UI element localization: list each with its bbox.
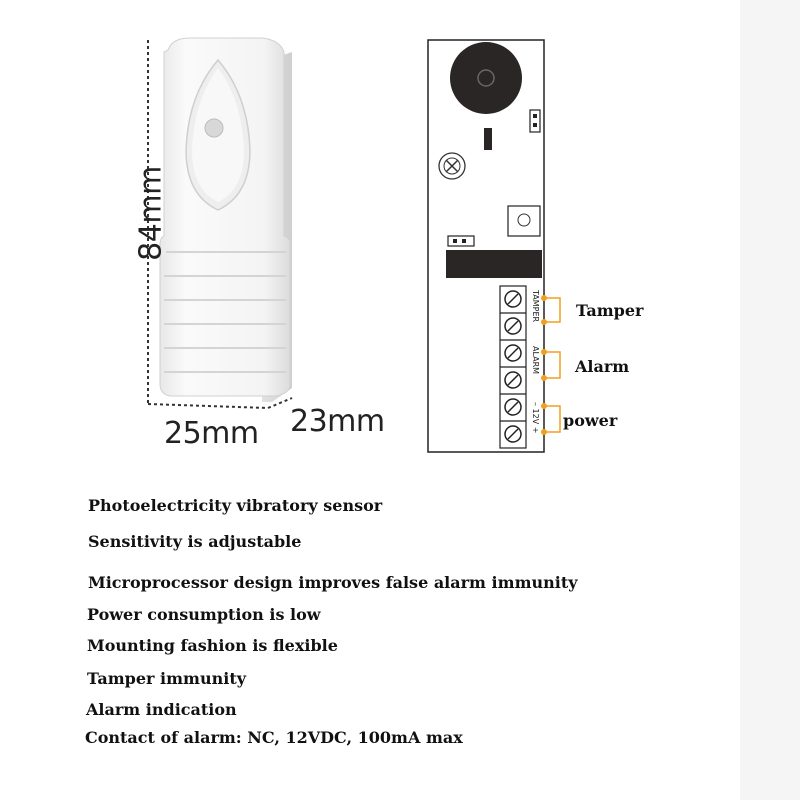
width-dimension-label: 25mm: [164, 416, 259, 451]
terminal-label-power: – 12V +: [531, 402, 540, 434]
sensitivity-potentiometer: [439, 153, 465, 179]
power-wire-label: power: [563, 411, 618, 430]
tamper-switch: [508, 206, 540, 236]
terminal-label-tamper: TAMPER: [531, 290, 540, 323]
feature-item: Tamper immunity: [87, 669, 247, 688]
feature-item: Alarm indication: [86, 700, 237, 719]
background-strip: [740, 0, 800, 800]
feature-item: Contact of alarm: NC, 12VDC, 100mA max: [85, 728, 463, 747]
feature-item: Sensitivity is adjustable: [88, 532, 302, 551]
feature-item: Photoelectricity vibratory sensor: [88, 496, 383, 515]
connector-brackets: [544, 298, 560, 432]
tamper-wire-label: Tamper: [576, 301, 644, 320]
component-bar: [484, 128, 492, 150]
height-dimension-label: 84mm: [133, 166, 169, 261]
board-chip: [446, 250, 542, 278]
feature-item: Power consumption is low: [87, 605, 321, 624]
jumper-top: [530, 110, 540, 132]
feature-item: Mounting fashion is flexible: [87, 636, 338, 655]
buzzer: [450, 42, 522, 114]
depth-dimension-label: 23mm: [290, 404, 385, 439]
jumper-left: [448, 236, 474, 246]
alarm-wire-label: Alarm: [575, 357, 630, 376]
feature-item: Microprocessor design improves false alarm immunity: [88, 573, 578, 592]
terminal-block: [500, 286, 526, 448]
terminal-label-alarm: ALARM: [531, 346, 540, 375]
